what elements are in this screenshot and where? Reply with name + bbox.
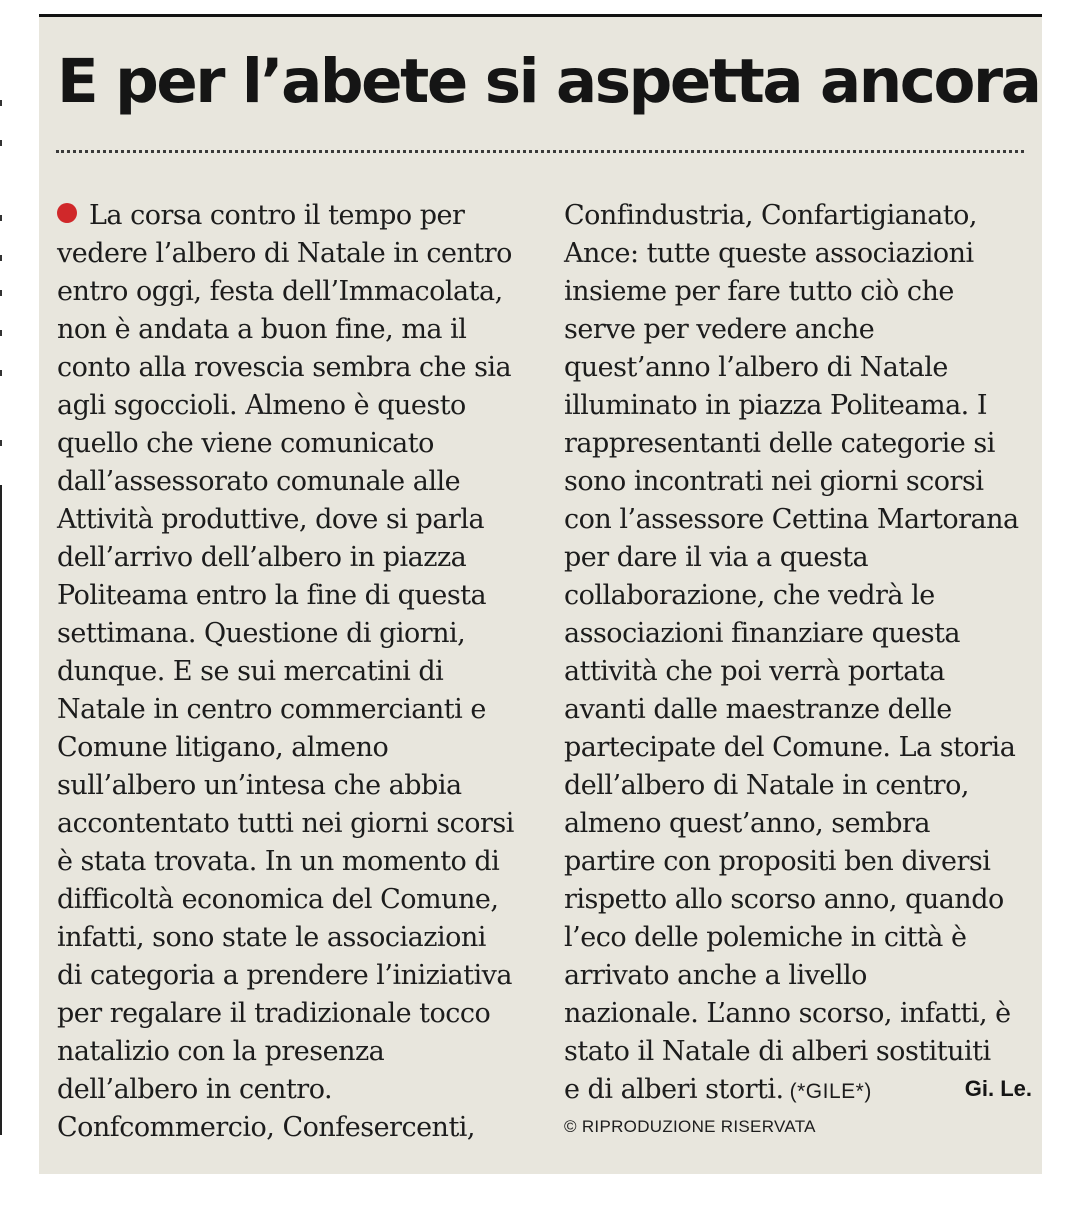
- dotted-divider: [56, 150, 1024, 153]
- text-line-content: conto alla rovescia sembra che sia: [57, 352, 512, 383]
- text-line: [57, 501, 547, 539]
- text-line: [564, 919, 1034, 957]
- text-line: [564, 805, 1034, 843]
- edge-tick: [0, 255, 2, 261]
- text-line: [57, 425, 547, 463]
- text-line: [564, 235, 1034, 273]
- text-line: [564, 501, 1034, 539]
- text-line: [57, 691, 547, 729]
- text-line-content: di categoria a prendere l’iniziativa: [57, 960, 512, 991]
- text-line: [564, 957, 1034, 995]
- text-line: [57, 539, 547, 577]
- signature-note: (*GILE*): [789, 1080, 872, 1103]
- text-line-content: e di alberi storti.: [564, 1074, 784, 1105]
- text-line-content: dell’albero di Natale in centro,: [564, 770, 969, 801]
- text-line-content: è stata trovata. In un momento di: [57, 846, 500, 877]
- text-line: [564, 311, 1034, 349]
- text-line-content: Natale in centro commercianti e: [57, 694, 486, 725]
- text-line-content: sono incontrati nei giorni scorsi: [564, 466, 984, 497]
- text-line: [57, 957, 547, 995]
- text-line: [57, 995, 547, 1033]
- edge-bar: [0, 485, 2, 1135]
- text-line-content: arrivato anche a livello: [564, 960, 867, 991]
- text-line: [564, 995, 1034, 1033]
- text-line-content: collaborazione, che vedrà le: [564, 580, 935, 611]
- text-line-content: non è andata a buon fine, ma il: [57, 314, 467, 345]
- text-line-content: settimana. Questione di giorni,: [57, 618, 466, 649]
- text-line-content: almeno quest’anno, sembra: [564, 808, 931, 839]
- text-line-content: illuminato in piazza Politeama. I: [564, 390, 988, 421]
- text-line-content: quest’anno l’albero di Natale: [564, 352, 948, 383]
- text-line-content: natalizio con la presenza: [57, 1036, 385, 1067]
- text-line: [57, 881, 547, 919]
- text-line-content: Confindustria, Confartigianato,: [564, 200, 977, 231]
- text-line: [57, 197, 547, 235]
- text-line: [57, 235, 547, 273]
- text-line-content: per regalare il tradizionale tocco: [57, 998, 491, 1029]
- text-line-content: partecipate del Comune. La storia: [564, 732, 1016, 763]
- text-line: [57, 767, 547, 805]
- text-line-content: attività che poi verrà portata: [564, 656, 945, 687]
- text-line: [564, 615, 1034, 653]
- text-line: [564, 463, 1034, 501]
- text-line-content: dell’arrivo dell’albero in piazza: [57, 542, 467, 573]
- text-line-content: agli sgoccioli. Almeno è questo: [57, 390, 466, 421]
- edge-tick: [0, 290, 2, 296]
- text-line-content: per dare il via a questa: [564, 542, 869, 573]
- text-line-content: rispetto allo scorso anno, quando: [564, 884, 1004, 915]
- text-line-content: rappresentanti delle categorie si: [564, 428, 995, 459]
- text-line: [57, 919, 547, 957]
- text-line: [564, 653, 1034, 691]
- text-line-content: entro oggi, festa dell’Immacolata,: [57, 276, 503, 307]
- text-line: [564, 273, 1034, 311]
- right-column: [564, 197, 1034, 1109]
- headline: E per l’abete si aspetta ancora: [57, 46, 1040, 117]
- edge-tick: [0, 100, 2, 106]
- text-line: [57, 1033, 547, 1071]
- edge-tick: [0, 330, 2, 336]
- text-line-content: Politeama entro la fine di questa: [57, 580, 487, 611]
- text-line: [57, 1109, 547, 1147]
- text-line-content: insieme per fare tutto ciò che: [564, 276, 954, 307]
- text-line-content: Ance: tutte queste associazioni: [564, 238, 974, 269]
- text-line-content: serve per vedere anche: [564, 314, 875, 345]
- text-line: [57, 273, 547, 311]
- text-line: [564, 843, 1034, 881]
- text-line: [57, 1071, 547, 1109]
- text-line: [564, 577, 1034, 615]
- text-line-content: l’eco delle polemiche in città è: [564, 922, 967, 953]
- text-line: [564, 729, 1034, 767]
- text-line: [57, 615, 547, 653]
- text-line-content: infatti, sono state le associazioni: [57, 922, 486, 953]
- text-line: [57, 729, 547, 767]
- text-line: [564, 197, 1034, 235]
- text-line: [564, 387, 1034, 425]
- text-line: [564, 425, 1034, 463]
- text-line-content: quello che viene comunicato: [57, 428, 434, 459]
- left-column: [57, 197, 547, 1147]
- text-line: [57, 349, 547, 387]
- edge-tick: [0, 215, 2, 221]
- text-line-content: dunque. E se sui mercatini di: [57, 656, 444, 687]
- text-line-content: dall’assessorato comunale alle: [57, 466, 461, 497]
- edge-tick: [0, 140, 2, 146]
- text-line: [57, 805, 547, 843]
- edge-tick: [0, 440, 2, 446]
- text-line-content: partire con propositi ben diversi: [564, 846, 991, 877]
- article-box: [39, 17, 1042, 1174]
- edge-tick: [0, 370, 2, 376]
- text-line: [564, 539, 1034, 577]
- text-line-content: nazionale. L’anno scorso, infatti, è: [564, 998, 1011, 1029]
- text-line-content: difficoltà economica del Comune,: [57, 884, 499, 915]
- text-line-content: La corsa contro il tempo per: [89, 200, 465, 231]
- text-line: [57, 843, 547, 881]
- text-line: [564, 1033, 1034, 1071]
- copyright-notice: © RIPRODUZIONE RISERVATA: [564, 1117, 816, 1136]
- text-line: [57, 311, 547, 349]
- red-bullet-icon: [57, 203, 77, 223]
- text-line-content: Comune litigano, almeno: [57, 732, 389, 763]
- text-line-content: avanti dalle maestranze delle: [564, 694, 952, 725]
- text-line: [564, 349, 1034, 387]
- text-line-content: vedere l’albero di Natale in centro: [57, 238, 512, 269]
- text-line-content: Attività produttive, dove si parla: [57, 504, 485, 535]
- text-line: [564, 1071, 1034, 1109]
- text-line: [564, 691, 1034, 729]
- text-line-content: accontentato tutti nei giorni scorsi: [57, 808, 514, 839]
- text-line: [57, 577, 547, 615]
- text-line-content: Confcommercio, Confesercenti,: [57, 1112, 476, 1143]
- text-line: [57, 387, 547, 425]
- text-line-content: dell’albero in centro.: [57, 1074, 333, 1105]
- text-line-content: stato il Natale di alberi sostituiti: [564, 1036, 991, 1067]
- text-line: [564, 881, 1034, 919]
- text-line: [57, 463, 547, 501]
- author-initials: Gi. Le.: [964, 1076, 1032, 1101]
- text-line: [57, 653, 547, 691]
- text-line-content: con l’assessore Cettina Martorana: [564, 504, 1019, 535]
- text-line-content: sull’albero un’intesa che abbia: [57, 770, 462, 801]
- page-edge-marks: [0, 0, 4, 1231]
- text-line: [564, 767, 1034, 805]
- text-line-content: associazioni finanziare questa: [564, 618, 961, 649]
